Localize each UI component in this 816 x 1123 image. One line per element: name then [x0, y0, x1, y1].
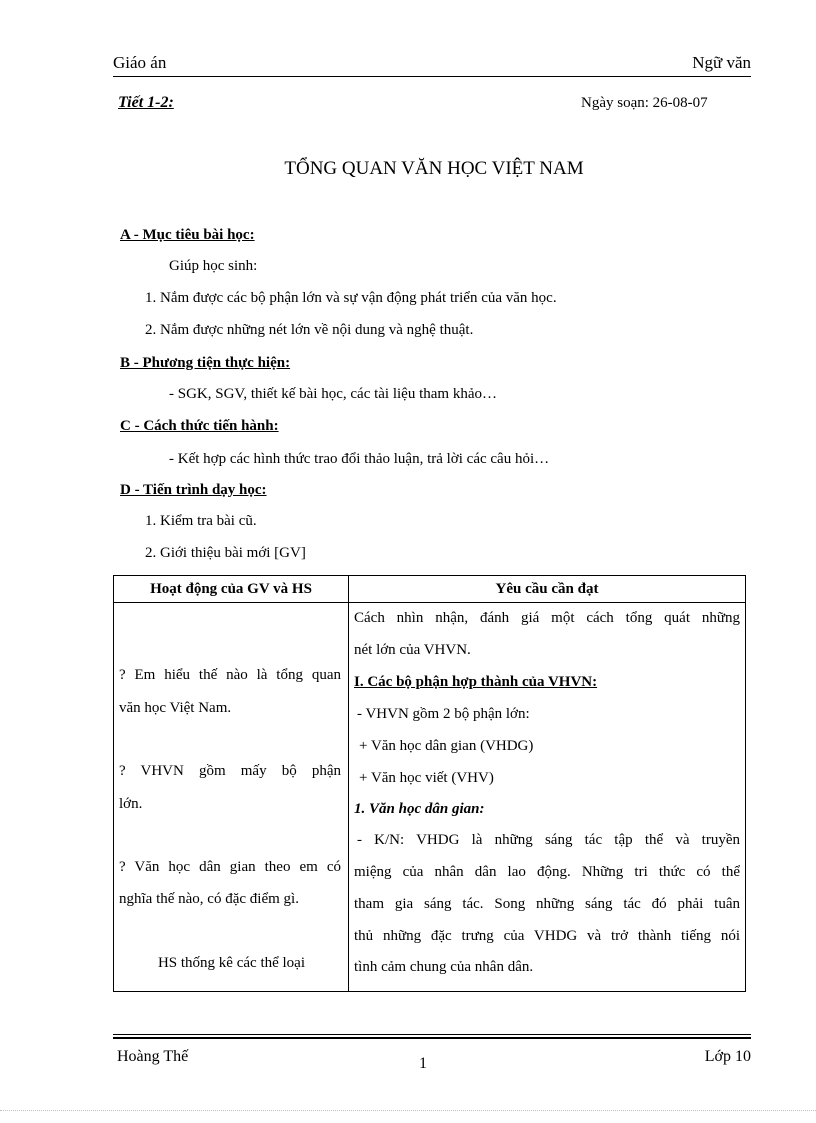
section-d-item-1: 1. Kiểm tra bài cũ.: [145, 513, 257, 529]
lesson-id: Tiết 1-2:: [118, 94, 174, 111]
section-d-heading: D - Tiến trình dạy học:: [120, 482, 267, 498]
page-bottom-dotted-line: [0, 1110, 816, 1111]
req-line-5: + Văn học dân gian (VHDG): [359, 738, 534, 754]
student-task: HS thống kê các thể loại: [157, 955, 306, 971]
header-right: Ngữ văn: [692, 53, 751, 72]
footer-author: Hoàng Thế: [117, 1048, 189, 1065]
table-header-activities: Hoạt động của GV và HS: [114, 576, 349, 603]
activities-cell: [114, 603, 349, 992]
section-a-heading: A - Mục tiêu bài học:: [120, 227, 255, 243]
req-line-4: - VHVN gồm 2 bộ phận lớn:: [357, 706, 530, 722]
req-line-12: tình cảm chung của nhân dân.: [354, 959, 534, 975]
question-1-line-1: ? Em hiểu thế nào là tổng quan: [119, 667, 341, 683]
header-left: Giáo án: [113, 53, 167, 72]
req-heading-parts: I. Các bộ phận hợp thành của VHVN:: [354, 674, 598, 690]
req-line-1: Cách nhìn nhận, đánh giá một cách tổng quát những: [354, 610, 740, 626]
question-3-line-2: nghĩa thế nào, có đặc điểm gì.: [119, 891, 299, 907]
footer-rule-bottom: [113, 1037, 751, 1039]
section-c-heading: C - Cách thức tiến hành:: [120, 418, 279, 434]
lesson-table: [113, 575, 746, 992]
footer-page-number: 1: [419, 1055, 427, 1072]
table-row: [114, 603, 746, 992]
question-2-line-2: lớn.: [119, 796, 143, 812]
page-title: TỔNG QUAN VĂN HỌC VIỆT NAM: [284, 158, 584, 179]
req-line-2: nét lớn của VHVN.: [354, 642, 471, 658]
date: Ngày soạn: 26-08-07: [581, 95, 708, 111]
section-b-text: - SGK, SGV, thiết kế bài học, các tài liệu tham khảo…: [169, 386, 497, 402]
table-header-row: [114, 576, 746, 603]
req-line-6: + Văn học viết (VHV): [359, 770, 494, 786]
question-2-line-1: ? VHVN gồm mấy bộ phận: [119, 763, 341, 779]
table-header-requirements: Yêu cầu cần đạt: [349, 576, 746, 603]
footer-class: Lớp 10: [704, 1048, 751, 1065]
requirements-cell: [349, 603, 746, 992]
section-a-item-2: 2. Nắm được những nét lớn về nội dung và nghệ thuật.: [145, 322, 474, 338]
req-heading-folk: 1. Văn học dân gian:: [354, 801, 485, 817]
section-c-text: - Kết hợp các hình thức trao đổi thảo luận, trả lời các câu hỏi…: [169, 451, 550, 467]
req-line-10: tham gia sáng tác. Song những sáng tác đó phải tuân: [354, 896, 740, 912]
header-rule: [113, 76, 751, 77]
req-line-11: thủ những đặc trưng của VHDG và trở thành tiếng nói: [354, 928, 740, 944]
section-a-item-1: 1. Nắm được các bộ phận lớn và sự vận động phát triển của văn học.: [145, 290, 557, 306]
req-line-9: miệng của nhân dân lao động. Những tri thức có thể: [354, 864, 740, 880]
question-1-line-2: văn học Việt Nam.: [119, 700, 232, 716]
question-3-line-1: ? Văn học dân gian theo em có: [119, 859, 341, 875]
req-line-8: - K/N: VHDG là những sáng tác tập thể và truyền: [357, 832, 740, 848]
footer-rule-top: [113, 1034, 751, 1035]
section-b-heading: B - Phương tiện thực hiện:: [120, 355, 291, 371]
section-a-intro: Giúp học sinh:: [169, 258, 258, 274]
section-d-item-2: 2. Giới thiệu bài mới [GV]: [145, 545, 306, 561]
